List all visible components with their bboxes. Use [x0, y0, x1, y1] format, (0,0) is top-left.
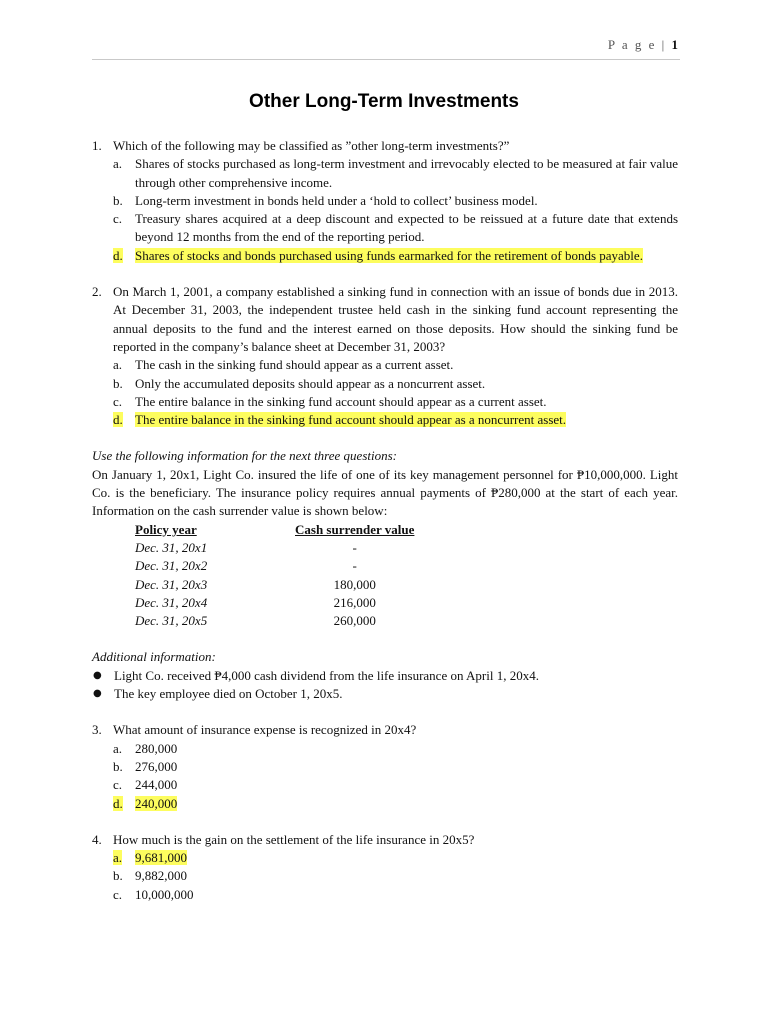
question-2-options — [92, 356, 678, 429]
column-header-policy-year: Policy year — [135, 521, 197, 537]
table-cell: 180,000 — [333, 576, 376, 592]
table-cell: - — [352, 558, 357, 574]
option-b — [113, 758, 678, 776]
option-letter: d. — [113, 795, 123, 811]
list-item-text: The key employee died on October 1, 20x5. — [114, 686, 343, 702]
bullet-icon: ● — [93, 669, 102, 681]
question-number: 4. — [92, 831, 102, 847]
option-c — [113, 886, 678, 904]
instructions-text: Use the following information for the next three questions: — [92, 448, 397, 464]
question-1 — [92, 137, 678, 155]
question-number: 2. — [92, 284, 102, 300]
table-row — [135, 557, 414, 575]
cash-surrender-table — [135, 521, 414, 631]
document-title: Other Long-Term Investments — [249, 91, 519, 112]
question-2 — [92, 283, 678, 356]
option-text: 276,000 — [135, 758, 178, 774]
list-item — [92, 685, 678, 703]
option-letter: c. — [113, 393, 123, 409]
option-text: 9,681,000 — [135, 850, 187, 866]
question-4-options — [92, 849, 678, 904]
page-number: 1 — [671, 37, 678, 52]
table-cell: Dec. 31, 20x5 — [135, 613, 208, 629]
option-a-highlighted — [113, 849, 678, 867]
additional-info-list — [92, 667, 678, 704]
option-d-highlighted — [113, 247, 678, 265]
header-divider — [92, 59, 680, 60]
option-b — [113, 375, 678, 393]
table-cell: Dec. 31, 20x2 — [135, 558, 208, 574]
question-1-options — [92, 155, 678, 265]
table-cell: 216,000 — [333, 594, 376, 610]
list-item-text: Light Co. received ₱4,000 cash dividend from the life insurance on April 1, 20x4. — [114, 667, 539, 683]
table-row — [135, 612, 414, 630]
page-label: P a g e | — [607, 37, 667, 52]
option-letter: d. — [113, 412, 123, 428]
question-text: How much is the gain on the settlement of the life insurance in 20x5? — [113, 831, 475, 847]
question-4 — [92, 831, 678, 849]
option-a — [113, 155, 678, 192]
option-text: Shares of stocks purchased as long-term investment and irrevocably elected to be measured at fair value through other comprehensive income. — [135, 156, 678, 190]
option-text: Only the accumulated deposits should appear as a noncurrent asset. — [135, 375, 486, 391]
option-letter: d. — [113, 247, 123, 263]
table-cell: Dec. 31, 20x1 — [135, 539, 208, 555]
option-text: The entire balance in the sinking fund account should appear as a current asset. — [135, 393, 547, 409]
option-letter: c. — [113, 211, 123, 227]
table-header-row — [135, 521, 414, 539]
option-letter: b. — [113, 868, 123, 884]
option-letter: b. — [113, 192, 123, 208]
table-cell: Dec. 31, 20x4 — [135, 594, 208, 610]
scenario-paragraph: On January 1, 20x1, Light Co. insured the life of one of its key management personnel for ₱10,000,000. Light Co. is the beneficiary. The insurance policy requires annual payments of ₱280,000 at the start of each year. Information on the cash surrender value is shown below: — [92, 466, 678, 519]
option-a — [113, 356, 678, 374]
spacer — [92, 429, 678, 447]
option-text: 9,882,000 — [135, 868, 187, 884]
table-cell: Dec. 31, 20x3 — [135, 576, 208, 592]
option-c — [113, 393, 678, 411]
option-letter: a. — [113, 850, 123, 866]
question-text: What amount of insurance expense is recognized in 20x4? — [113, 722, 417, 738]
option-letter: a. — [113, 740, 123, 756]
option-letter: a. — [113, 357, 123, 373]
spacer — [92, 703, 678, 721]
option-c — [113, 776, 678, 794]
column-header-cash-surrender-value: Cash surrender value — [295, 521, 415, 537]
question-3-options — [92, 740, 678, 813]
option-letter: c. — [113, 886, 123, 902]
spacer — [92, 813, 678, 831]
document-body — [92, 137, 678, 904]
option-d-highlighted — [113, 795, 678, 813]
option-a — [113, 740, 678, 758]
table-cell: 260,000 — [333, 613, 376, 629]
option-text: 240,000 — [135, 795, 178, 811]
table-row — [135, 594, 414, 612]
option-text: The cash in the sinking fund should appear as a current asset. — [135, 357, 454, 373]
question-number: 3. — [92, 722, 102, 738]
option-text: 280,000 — [135, 740, 178, 756]
option-text: The entire balance in the sinking fund account should appear as a noncurrent asset. — [135, 412, 567, 428]
option-b — [113, 867, 678, 885]
question-text: On March 1, 2001, a company established a sinking fund in connection with an issue of bonds due in 2013. At December 31, 2003, the independent trustee held cash in the sinking fund account representing the annual deposits to the fund and the interest earned on those deposits. How should the sinking fund be reported in the company’s balance sheet at December 31, 2003? — [113, 284, 678, 354]
bullet-icon: ● — [93, 688, 102, 700]
option-text: Treasury shares acquired at a deep discount and expected to be reissued at a future date that extends beyond 12 months from the end of the reporting period. — [135, 211, 678, 245]
spacer — [92, 630, 678, 648]
table-cell: - — [352, 539, 357, 555]
option-text: 244,000 — [135, 777, 178, 793]
option-c — [113, 210, 678, 247]
option-letter: a. — [113, 156, 123, 172]
option-letter: c. — [113, 777, 123, 793]
list-item — [92, 667, 678, 685]
option-d-highlighted — [113, 411, 678, 429]
question-number: 1. — [92, 138, 102, 153]
option-text: Long-term investment in bonds held under a ‘hold to collect’ business model. — [135, 192, 538, 208]
question-text: Which of the following may be classified as ”other long-term investments?” — [113, 138, 510, 153]
question-3 — [92, 721, 678, 739]
spacer — [92, 265, 678, 283]
table-row — [135, 576, 414, 594]
option-text: Shares of stocks and bonds purchased using funds earmarked for the retirement of bonds payable. — [135, 247, 643, 263]
page-number-label — [608, 37, 678, 53]
table-row — [135, 539, 414, 557]
option-text: 10,000,000 — [135, 886, 194, 902]
option-letter: b. — [113, 758, 123, 774]
additional-info-label: Additional information: — [92, 649, 216, 665]
option-letter: b. — [113, 375, 123, 391]
option-b — [113, 192, 678, 210]
